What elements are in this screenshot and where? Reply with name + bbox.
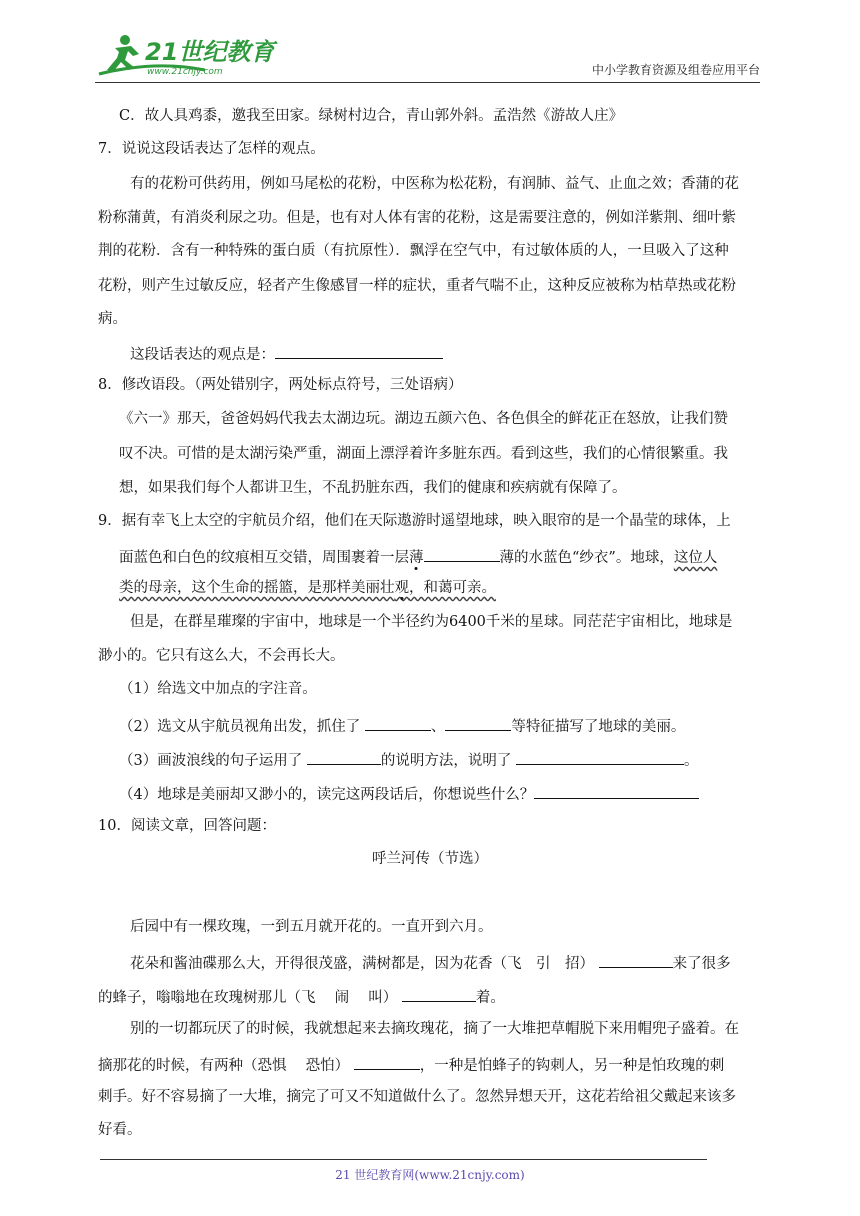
answer-prompt: 这段话表达的观点是： bbox=[130, 347, 275, 363]
logo-runner-head bbox=[120, 35, 130, 45]
passage-10-line: 后园中有一棵玫瑰，一到五月就开花的。一直开到六月。 bbox=[130, 919, 493, 935]
page-header bbox=[95, 30, 760, 83]
passage-10-line: 好看。 bbox=[98, 1122, 142, 1138]
question-7-answer bbox=[130, 342, 443, 365]
question-10: 10．阅读文章，回答问题： bbox=[98, 818, 276, 834]
answer-blank[interactable] bbox=[365, 714, 431, 731]
question-9-line bbox=[119, 545, 717, 568]
header-platform-name: 中小学教育资源及组卷应用平台 bbox=[591, 63, 760, 77]
text-span: 、 bbox=[430, 719, 446, 735]
answer-blank[interactable] bbox=[307, 748, 381, 765]
passage-9-line: 但是，在群星璀璨的宇宙中，地球是一个半径约为6400千米的星球。同茫茫宇宙相比，地球是 bbox=[130, 614, 733, 630]
passage-10-line: 刺手。好不容易摘了一大堆，摘完了可又不知道做什么了。忽然异想天开，这花若给祖父戴起来该多 bbox=[98, 1089, 736, 1105]
question-9-line bbox=[119, 578, 496, 598]
sub-question-1: （1）给选文中加点的字注音。 bbox=[119, 681, 317, 697]
passage-7-line: 花粉，则产生过敏反应，轻者产生像感冒一样的症状，重者气喘不止，这种反应被称为枯草热或花粉 bbox=[98, 278, 736, 294]
passage-10-line bbox=[130, 951, 731, 974]
passage-8-line: 《六一》那天，爸爸妈妈代我去太湖边玩。湖边五颜六色、各色俱全的鲜花正在怒放，让我们赞 bbox=[119, 411, 728, 427]
dotted-char: 观 bbox=[394, 580, 409, 596]
text-span: 的蜂子，嗡嗡地在玫瑰树那儿（飞 闹 叫） bbox=[98, 990, 402, 1006]
site-logo bbox=[95, 30, 295, 78]
text-span: 等特征描写了地球的美丽。 bbox=[511, 719, 686, 735]
passage-10-line bbox=[98, 985, 505, 1008]
answer-blank[interactable] bbox=[534, 782, 699, 799]
text-span: 花朵和酱油碟那么大，开得很茂盛，满树都是，因为花香（飞 引 招） bbox=[130, 956, 599, 972]
text-span: 面蓝色和白色的纹痕相互交错，周围裹着一层 bbox=[119, 550, 409, 566]
footer-divider bbox=[100, 1159, 707, 1160]
answer-blank[interactable] bbox=[402, 985, 476, 1002]
wavy-underlined-text: ，和蔼可亲。 bbox=[409, 580, 496, 596]
text-span: 的说明方法，说明了 bbox=[380, 753, 516, 769]
dotted-char: 薄 bbox=[409, 550, 424, 566]
sub-question-2 bbox=[119, 714, 685, 737]
text-span: 薄的水蓝色“纱衣”。地球， bbox=[499, 550, 674, 566]
wavy-underlined-text: 这位人 bbox=[673, 550, 718, 566]
passage-title: 呼兰河传（节选） bbox=[372, 851, 488, 867]
text-span: （4）地球是美丽却又渺小的，读完这两段话后，你想说些什么？ bbox=[119, 787, 535, 803]
passage-8-line: 叹不决。可惜的是太湖污染严重，湖面上漂浮着许多脏东西。看到这些，我们的心情很繁重。我 bbox=[119, 446, 728, 462]
option-c: C．故人具鸡黍，邀我至田家。绿树村边合，青山郭外斜。孟浩然《游故人庄》 bbox=[119, 108, 624, 124]
footer-link[interactable]: 21 世纪教育网(www.21cnjy.com) bbox=[335, 1168, 525, 1182]
passage-7-line: 有的花粉可供药用，例如马尾松的花粉，中医称为松花粉，有润肺、益气、止血之效；香蒲的花 bbox=[130, 176, 739, 192]
question-7: 7．说说这段话表达了怎样的观点。 bbox=[98, 141, 325, 157]
answer-blank[interactable] bbox=[275, 342, 443, 359]
text-span: （3）画波浪线的句子运用了 bbox=[119, 753, 307, 769]
answer-blank[interactable] bbox=[599, 951, 673, 968]
answer-blank[interactable] bbox=[445, 714, 511, 731]
text-span: 着。 bbox=[475, 990, 505, 1006]
answer-blank[interactable] bbox=[354, 1053, 420, 1070]
passage-10-line: 别的一切都玩厌了的时候，我就想起来去摘玫瑰花，摘了一大堆把草帽脱下来用帽兜子盛着。在 bbox=[130, 1021, 739, 1037]
pinyin-blank[interactable] bbox=[424, 545, 500, 562]
passage-7-line: 荆的花粉．含有一种特殊的蛋白质（有抗原性）．飘浮在空气中，有过敏体质的人，一旦吸入了这种 bbox=[98, 243, 729, 259]
passage-7-line: 粉称蒲黄，有消炎利尿之功。但是，也有对人体有害的花粉，这是需要注意的，例如洋紫荆、细叶紫 bbox=[98, 210, 736, 226]
logo-url: www.21cnjy.com bbox=[147, 67, 223, 77]
question-9-line: 9．据有幸飞上太空的宇航员介绍，他们在天际遨游时遥望地球，映入眼帘的是一个晶莹的球体，上 bbox=[98, 513, 731, 529]
text-span: 。 bbox=[683, 753, 699, 769]
logo-text: 21世纪教育 bbox=[145, 38, 275, 66]
passage-8-line: 想，如果我们每个人都讲卫生，不乱扔脏东西，我们的健康和疾病就有保障了。 bbox=[119, 480, 627, 496]
passage-10-line bbox=[98, 1053, 724, 1076]
passage-7-line: 病。 bbox=[98, 311, 127, 327]
text-span: ，一种是怕蜂子的钩刺人，另一种是怕玫瑰的刺 bbox=[419, 1058, 725, 1074]
sub-question-4 bbox=[119, 782, 699, 805]
text-span: （2）选文从宇航员视角出发，抓住了 bbox=[119, 719, 365, 735]
text-span: 来了很多 bbox=[672, 956, 731, 972]
passage-9-line: 渺小的。它只有这么大，不会再长大。 bbox=[98, 648, 345, 664]
text-span: 摘那花的时候，有两种（恐惧 恐怕） bbox=[98, 1058, 354, 1074]
wavy-underlined-text: 类的母亲，这个生命的摇篮，是那样美丽壮 bbox=[119, 580, 395, 596]
answer-blank[interactable] bbox=[516, 748, 684, 765]
question-8: 8．修改语段。（两处错别字，两处标点符号，三处语病） bbox=[98, 377, 463, 393]
sub-question-3 bbox=[119, 748, 698, 771]
